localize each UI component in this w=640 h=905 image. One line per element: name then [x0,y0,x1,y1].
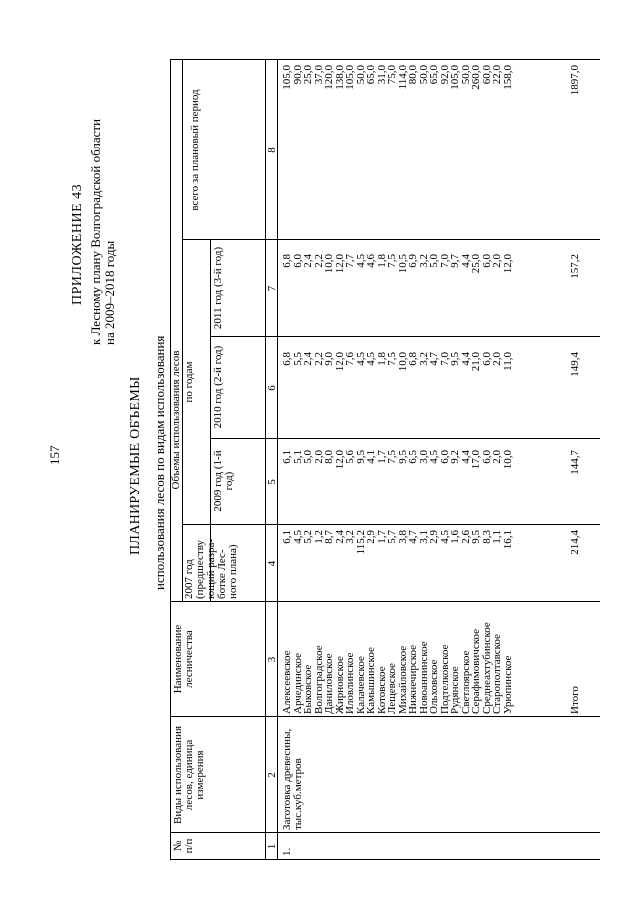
values-2010 [282,352,513,434]
value-2007: 1,2 [312,530,325,544]
value-2007: 1,1 [491,530,503,544]
value-2007: 5,2 [302,530,314,544]
forestry-name: Иловлинское [344,652,356,714]
value-2011: 7,7 [344,254,356,268]
value-2009: 5,0 [302,450,314,464]
col-number-8: 8 [266,147,278,153]
value-2010: 9,0 [323,352,335,366]
value-2011: 7,0 [438,254,451,268]
forestry-name: Михайловское [396,645,409,714]
header-group: Объемы использования лесов [170,350,182,490]
value-2010: 7,0 [438,352,451,366]
value-2010: 7,5 [386,352,398,366]
value-2010: 21,0 [470,352,482,372]
value-2007: 3,2 [344,530,356,544]
forestry-name: Арчединское [291,653,304,714]
value-2009: 7,5 [386,450,398,464]
value-2009: 8,0 [323,450,335,464]
value-total: 25,0 [302,65,314,85]
col-divider-2 [170,716,600,717]
value-2009: 3,0 [417,450,430,464]
forestry-name: Светлоярское [459,650,472,714]
value-2010: 6,8 [281,352,293,366]
forestry-name: Подтелковское [438,644,451,714]
values-2007 [282,530,513,598]
col-number-2: 2 [266,772,278,778]
value-2010: 11,0 [501,352,514,371]
header-col-3: Наименование лесничества [172,624,195,694]
value-total: 138,0 [333,65,346,90]
value-2009: 6,0 [438,450,451,464]
value-2010: 4,5 [354,352,367,366]
value-total: 114,0 [396,65,409,90]
value-2010: 4,7 [428,352,440,366]
value-total: 80,0 [407,65,419,85]
page-number: 157 [47,445,62,465]
value-2011: 4,6 [365,254,377,268]
value-2011: 10,0 [323,254,335,274]
value-total: 31,0 [375,65,388,85]
header-col-6: 2010 год (2-й год) [212,345,224,429]
value-2010: 2,4 [302,352,314,366]
value-2007: 9,5 [470,530,482,544]
value-total: 120,0 [323,65,335,90]
forestry-name: Волгоградское [312,645,325,714]
value-2009: 1,7 [375,450,388,464]
col-number-5: 5 [266,479,278,485]
document-title: ПЛАНИРУЕМЫЕ ОБЪЕМЫ [128,376,143,555]
col-divider-4 [182,524,600,525]
value-2009: 9,5 [396,450,409,464]
value-total: 22,0 [491,65,503,85]
value-2011: 6,0 [480,254,493,268]
value-2007: 1,7 [375,530,388,544]
value-2010: 12,0 [333,352,346,372]
row-number: 1. [281,847,293,856]
value-2010: 2,0 [491,352,503,366]
header-col-7: 2011 год (3-й год) [212,246,224,330]
value-2011: 6,0 [291,254,304,268]
total-2011: 157,2 [569,254,581,279]
col-divider-3 [170,601,600,602]
value-total: 90,0 [291,65,304,85]
value-2009: 5,6 [344,450,356,464]
value-2007: 2,9 [365,530,377,544]
value-2010: 6,8 [407,352,419,366]
value-2009: 6,1 [281,450,293,464]
value-2007: 115,2 [354,530,367,555]
value-total: 158,0 [501,65,514,90]
value-2009: 6,5 [407,450,419,464]
value-2011: 12,0 [501,254,514,274]
forestry-name: Камышинское [365,647,377,714]
value-2007: 5,7 [386,530,398,544]
col-number-6: 6 [266,385,278,391]
value-2007: 3,8 [396,530,409,544]
column-numbers-rule [277,60,278,860]
forestry-list [282,622,513,714]
value-2010: 4,4 [459,352,472,366]
value-total: 75,0 [386,65,398,85]
values-2011 [282,254,513,334]
header-col-1: № п/п [172,838,195,854]
value-total: 105,0 [449,65,461,90]
value-2009: 4,4 [459,450,472,464]
value-2010: 4,5 [365,352,377,366]
appendix-line-2: на 2009–2018 годы [102,240,117,345]
value-2007: 2,9 [428,530,440,544]
value-2007: 4,7 [407,530,419,544]
value-2011: 6,9 [407,254,419,268]
table-border-left [170,859,600,860]
header-subgroup: по годам [183,361,195,403]
value-2011: 25,0 [470,254,482,274]
value-2011: 4,5 [354,254,367,268]
value-2010: 9,5 [449,352,461,366]
total-2009: 144,7 [569,450,581,475]
use-type-cell: Заготовка древесины, тыс.куб.метров [281,728,304,830]
value-2007: 1,6 [449,530,461,544]
value-2011: 1,8 [375,254,388,268]
forestry-name: Калачевское [354,656,367,714]
forestry-name: Старополтавское [491,634,503,714]
header-bottom-rule [265,60,266,860]
col-number-7: 7 [266,285,278,292]
value-2011: 6,8 [281,254,293,268]
value-total: 60,0 [480,65,493,85]
value-2007: 2,6 [459,530,472,544]
forestry-name: Новоаннинское [417,641,430,714]
forestry-name: Рудянское [449,666,461,714]
value-2011: 3,2 [417,254,430,268]
forestry-name: Быковское [302,664,314,714]
forestry-name: Ольховское [428,659,440,714]
forestry-name: Алексеевское [281,650,293,714]
value-2010: 2,2 [312,352,325,366]
value-total: 50,0 [417,65,430,85]
value-total: 50,0 [354,65,367,85]
value-2007: 2,4 [333,530,346,544]
value-2007: 6,1 [281,530,293,544]
value-2007: 8,3 [480,530,493,544]
value-2011: 4,4 [459,254,472,268]
forestry-name: Среднеахтубинское [480,622,493,714]
value-2011: 9,7 [449,254,461,268]
total-period: 1897,0 [569,65,581,96]
col-divider-1 [170,832,600,833]
forestry-name: Жирновское [333,656,346,714]
value-total: 105,0 [344,65,356,90]
value-2009: 2,0 [312,450,325,464]
value-2011: 12,0 [333,254,346,274]
value-total: 105,0 [281,65,293,90]
header-group-rule [182,60,183,602]
col-number-1: 1 [266,843,278,850]
value-2010: 10,0 [396,352,409,372]
value-2010: 7,6 [344,352,356,366]
value-2010: 5,5 [291,352,304,366]
forestry-name: Нижнечирское [407,644,419,714]
value-2009: 4,5 [428,450,440,464]
value-2009: 12,0 [333,450,346,470]
total-label: Итого [569,686,581,714]
table-border-right [170,59,600,60]
forestry-name: Серафимовичское [470,628,482,714]
header-col-5: 2009 год (1-й год) [212,450,235,512]
value-total: 37,0 [312,65,325,85]
value-2011: 2,4 [302,254,314,268]
value-2009: 9,5 [354,450,367,464]
col-divider-7 [182,239,600,240]
forestry-name: Лещевское [386,663,398,714]
value-2011: 7,5 [386,254,398,268]
values-total-period [282,65,513,230]
col-number-3: 3 [266,656,278,663]
value-2009: 2,0 [491,450,503,464]
value-2011: 10,5 [396,254,409,274]
volumes-table [170,60,600,860]
appendix-title: ПРИЛОЖЕНИЕ 43 [70,183,85,305]
header-col-4: 2007 год (предшеству ющий разра- ботке Лес- ного плана) [183,539,239,599]
value-2009: 10,0 [501,450,514,470]
header-col-2: Виды использования лесов, единица измерения [172,725,206,825]
value-total: 65,0 [365,65,377,85]
value-2011: 5,0 [428,254,440,268]
document-subtitle: использования лесов по видам использования [152,335,167,590]
value-total: 50,0 [459,65,472,85]
value-2010: 6,0 [480,352,493,366]
value-total: 65,0 [428,65,440,85]
value-2010: 1,8 [375,352,388,366]
total-2007: 214,4 [569,530,581,555]
forestry-name: Котовское [375,666,388,714]
col-number-4: 4 [266,560,278,567]
value-2011: 2,2 [312,254,325,268]
forestry-name: Урюпинское [501,655,514,714]
value-2009: 5,1 [291,450,304,464]
value-2010: 3,2 [417,352,430,366]
forestry-name: Даниловское [323,653,335,714]
value-2007: 3,1 [417,530,430,544]
value-2009: 17,0 [470,450,482,470]
header-col-8: всего за плановый период [189,89,201,211]
value-2009: 4,1 [365,450,377,464]
value-total: 260,0 [470,65,482,90]
value-2007: 8,7 [323,530,335,544]
value-total: 92,0 [438,65,451,85]
value-2009: 6,0 [480,450,493,464]
value-2011: 2,0 [491,254,503,268]
value-2009: 9,2 [449,450,461,464]
value-2007: 16,1 [501,530,514,550]
appendix-line-1: к Лесному плану Волгоградской области [88,118,103,345]
values-2009 [282,450,513,520]
value-2007: 4,5 [291,530,304,544]
total-2010: 149,4 [569,352,581,377]
value-2007: 4,5 [438,530,451,544]
